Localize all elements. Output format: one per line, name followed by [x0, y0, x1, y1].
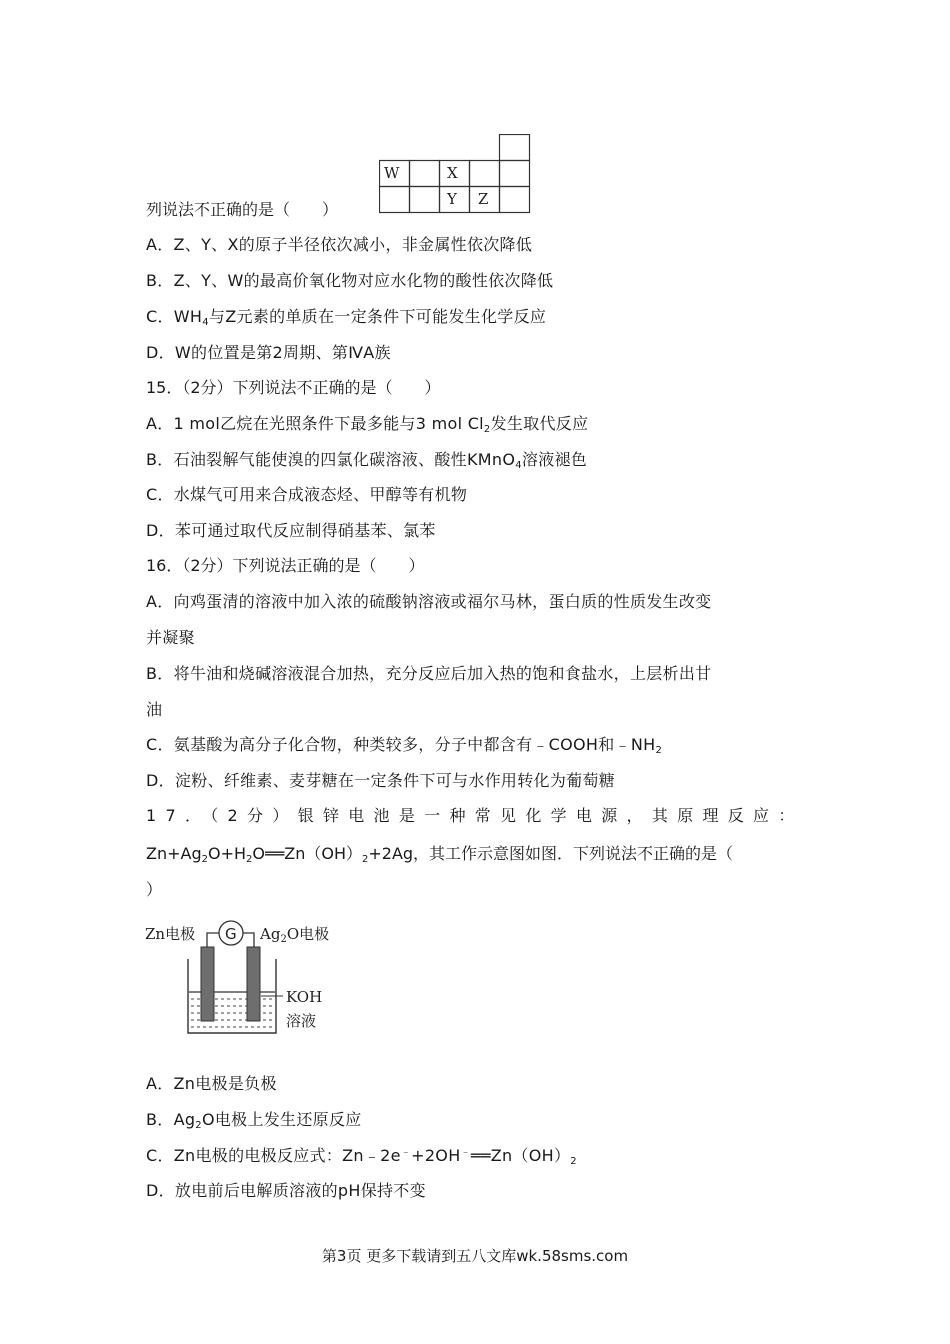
koh-label: KOH [286, 988, 323, 1006]
q16-option-c [146, 734, 662, 756]
q17-eq-p3: O══Zn（OH） [252, 844, 362, 863]
q17-eq-s3: 2 [361, 854, 369, 865]
q17-option-a: A．Zn电极是负极 [146, 1074, 277, 1093]
battery-diagram [143, 913, 343, 1043]
q17-eq-p1: Zn+Ag [146, 844, 202, 863]
q15-option-b-sub: 4 [515, 460, 522, 471]
q16-option-d: D．淀粉、纤维素、麦芽糖在一定条件下可与水作用转化为葡萄糖 [146, 771, 616, 790]
page-footer: 第3页 更多下载请到五八文库wk.58sms.com [321, 1247, 629, 1265]
ag2o-electrode [247, 947, 260, 1021]
periodic-table-fragment [379, 134, 531, 214]
q15-option-c: C．水煤气可用来合成液态烃、甲醇等有机物 [146, 485, 468, 504]
q17-stem-line1: 17．（2分）银锌电池是一种常见化学电源，其原理反应： [146, 806, 804, 825]
q17-option-c [146, 1145, 577, 1167]
q17-eq-p4: +2Ag，其工作示意图如图．下列说法不正确的是（ [368, 844, 734, 863]
q17-option-c-sub: 2 [570, 1156, 577, 1167]
galvanometer-label: G [225, 925, 237, 943]
q17-option-b [146, 1109, 362, 1131]
q17-option-b-pre: B．Ag [146, 1110, 196, 1129]
q14-option-d: D．W的位置是第2周期、第ⅣA族 [146, 343, 391, 362]
q14-option-c [146, 306, 546, 328]
q17-option-c-sup2: ﹣ [460, 1147, 471, 1158]
q15-option-a-post: 发生取代反应 [490, 414, 589, 433]
right-wire [243, 933, 254, 947]
q16-option-c-sub: 2 [655, 745, 663, 756]
q14-option-c-post: 与Z元素的单质在一定条件下可能发生化学反应 [208, 307, 547, 326]
q17-option-b-sub: 2 [195, 1120, 202, 1131]
q17-option-b-post: O电极上发生还原反应 [201, 1110, 362, 1129]
solution-label: 溶液 [286, 1012, 317, 1030]
cell-w: W [384, 164, 400, 182]
q14-option-c-pre: C．WH [146, 307, 203, 326]
q16-stem: 16．（2分）下列说法正确的是（ ） [146, 556, 425, 575]
q17-eq-p2: O+H [207, 844, 247, 863]
q15-option-a [146, 413, 588, 435]
zn-electrode [201, 947, 214, 1021]
q14-option-c-sub: 4 [202, 317, 209, 328]
cell-y: Y [447, 190, 457, 208]
q17-stem-line3: ） [146, 880, 163, 899]
cell-z: Z [478, 190, 489, 208]
cell-x: X [447, 164, 458, 182]
q17-eq-s2: 2 [246, 854, 253, 865]
zn-electrode-label: Zn电极 [145, 925, 196, 943]
q17-option-c-pre: C．Zn电极的电极反应式：Zn﹣2e [146, 1146, 401, 1165]
q17-option-d: D．放电前后电解质溶液的pH保持不变 [146, 1181, 426, 1200]
q14-option-a: A．Z、Y、X的原子半径依次减小，非金属性依次降低 [146, 235, 533, 254]
q17-eq-s1: 2 [201, 854, 208, 865]
q15-option-b-post: 溶液褪色 [521, 450, 588, 469]
q14-stem-tail: 列说法不正确的是（ ） [146, 200, 339, 219]
q16-option-a-line1: A．向鸡蛋清的溶液中加入浓的硫酸钠溶液或福尔马林，蛋白质的性质发生改变 [146, 592, 712, 611]
q15-option-d: D．苯可通过取代反应制得硝基苯、氯苯 [146, 521, 436, 540]
q16-option-a-line2: 并凝聚 [146, 628, 195, 647]
left-wire [207, 933, 219, 947]
q17-option-c-mid: +2OH [411, 1146, 461, 1165]
q15-option-a-sub: 2 [483, 424, 491, 435]
q15-option-a-pre: A．1 mol乙烷在光照条件下最多能与3 mol Cl [146, 414, 484, 433]
q16-option-b-line1: B．将牛油和烧碱溶液混合加热，充分反应后加入热的饱和食盐水，上层析出甘 [146, 664, 712, 683]
q17-option-c-sup1: ﹣ [400, 1147, 412, 1158]
q17-stem-line2 [146, 843, 733, 865]
q15-option-b [146, 449, 587, 471]
q14-option-b: B．Z、Y、W的最高价氧化物对应水化物的酸性依次降低 [146, 271, 554, 290]
q15-stem: 15．（2分）下列说法不正确的是（ ） [146, 378, 441, 397]
q16-option-b-line2: 油 [146, 700, 163, 719]
q17-option-c-post: ══Zn（OH） [470, 1146, 571, 1165]
q16-option-c-pre: C．氨基酸为高分子化合物，种类较多，分子中都含有﹣COOH和﹣NH [146, 735, 656, 754]
ag2o-electrode-label: $Ag_2O$电极 [260, 925, 330, 945]
q15-option-b-pre: B．石油裂解气能使溴的四氯化碳溶液、酸性KMnO [146, 450, 516, 469]
